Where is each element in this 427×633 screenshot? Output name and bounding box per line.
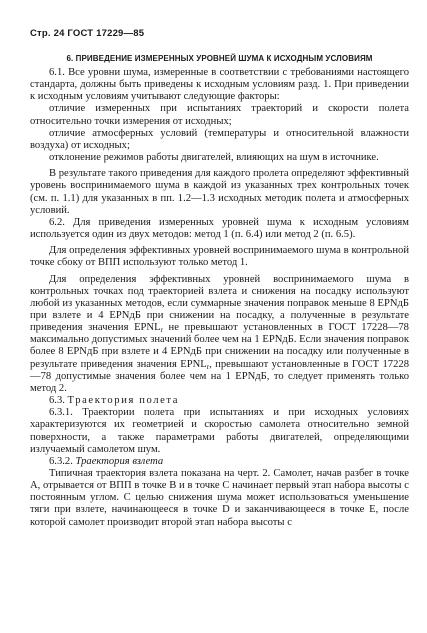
heading-6-3-2-number: 6.3.2. [49,455,73,467]
paragraph-side-point: Для определения эффективных уровней воспринимаемого шума в контрольной точке сбоку от ВПП используют только метод 1. [30,245,409,269]
heading-6-3-number: 6.3. [49,395,65,407]
paragraph-factor-atmosphere: отличие атмосферных условий (температуры и относительной влажности воздуха) от исходных; [30,127,409,151]
paragraph-factor-trajectory: отличие измеренных при испытаниях траекторий и скорости полета относительно точки измерения от исходных; [30,103,409,127]
paragraph-6-3-1: 6.3.1. Траектории полета при испытаниях и при исходных условиях характеризуются их геометрией и скоростью самолета относительно земной поверхности, а также параметрами работы двигателей, определяющими излучаемый самолетом шум. [30,407,409,455]
running-head: Стр. 24 ГОСТ 17229—85 [30,28,145,39]
paragraph-result: В результате такого приведения для каждого пролета определяют эффективный уровень воспринимаемого шума в каждой из указанных трех контрольных точек (см. п. 1.1) для указанных в пп. 1.2—1.3 исходных методик полета и атмосферных условий. [30,168,409,216]
paragraph-methods [30,274,409,396]
paragraph-takeoff-description: Типичная траектория взлета показана на черт. 2. Самолет, начав разбег в точке A, отрывается от ВПП в точке B и в точке C начинает первый этап набора высоты с постоянным углом. С целью снижения шума может использоваться уменьшение тяги при взлете, начинающееся в точке D и заканчивающееся в точке E, после которой самолет производит второй этап набора высоты с [30,468,409,528]
methods-text-part-3: , превышают установленные в ГОСТ 17228—78 допустимые значения более чем на 1 EPNдБ, то следует применять только метод 2. [30,358,409,394]
methods-text-part-2: не превышают установленных в ГОСТ 17228—78 максимально допустимых значений более чем на 1 EPNдБ. Если значения поправок более 8 EPNдБ при взлете и 4 EPNдБ при снижении на посадку или полученные в результате приведения значения EPNL [30,322,409,370]
section-title: 6. ПРИВЕДЕНИЕ ИЗМЕРЕННЫХ УРОВНЕЙ ШУМА К ИСХОДНЫМ УСЛОВИЯМ [66,54,373,63]
methods-subscript-2: r [206,362,210,371]
paragraph-factor-engines: отклонение режимов работы двигателей, влияющих на шум в источнике. [49,152,379,164]
body-text [30,67,409,529]
heading-6-3-2-title: Траектория взлета [75,455,164,467]
heading-6-3 [30,395,409,407]
heading-6-3-2 [30,456,409,468]
paragraph-6-2: 6.2. Для приведения измеренных уровней шума к исходным условиям используется один из двух методов: метод 1 (п. 6.4) или метод 2 (п. 6.5). [30,216,409,241]
methods-text-part-1: Для определения эффективных уровней воспринимаемого шума в контрольных точках под траекторией взлета и снижения на посадку используют любой из указанных методов, если суммарные значения поправок меньше 8 EPNдБ при взлете и 4 EPNдБ при снижении на посадку, а полученные в результате приведения значения EPNL [30,273,409,334]
heading-6-3-title: Траектория полета [67,395,180,407]
methods-subscript-1: r [160,326,163,335]
paragraph-6-1: 6.1. Все уровни шума, измеренные в соответствии с требованиями настоящего стандарта, должны быть приведены к исходным условиям разд. 1. При приведении к исходным условиям учитывают следующие факторы: [30,67,409,103]
